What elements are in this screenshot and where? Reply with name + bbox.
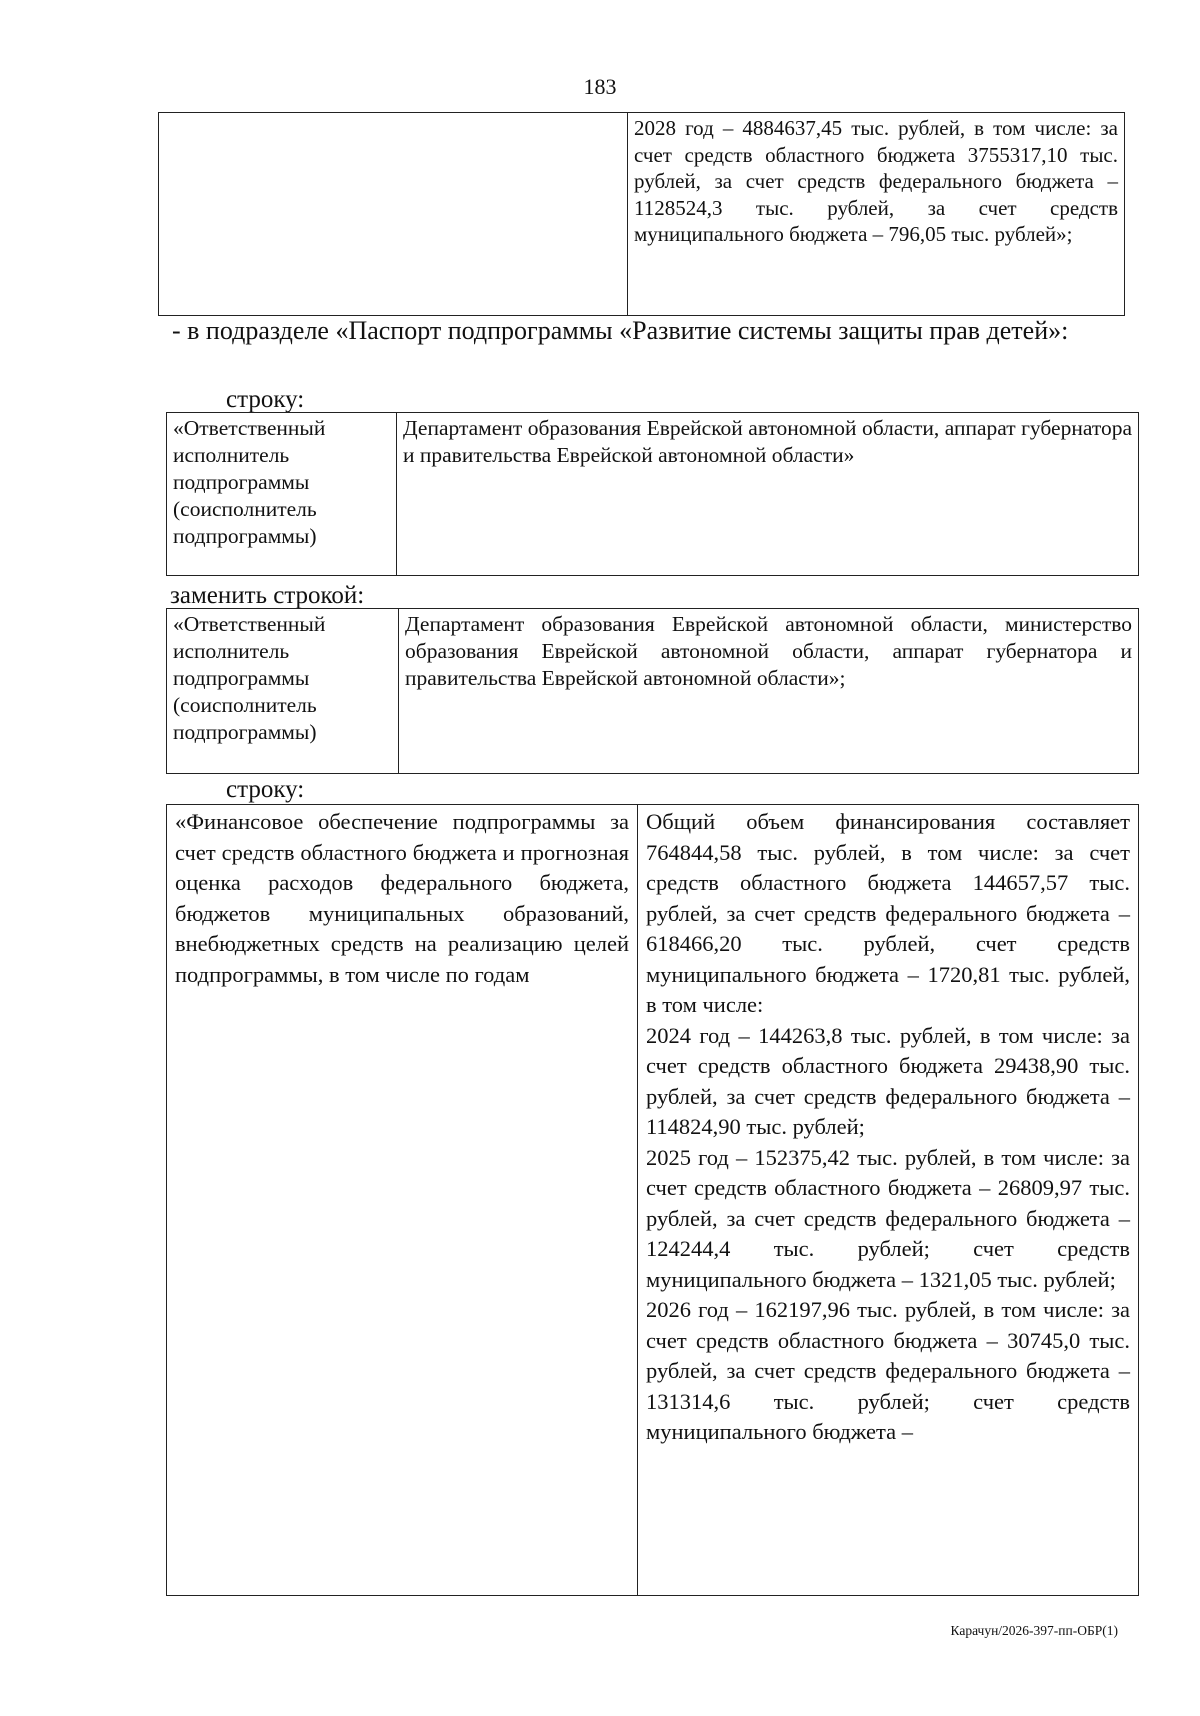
financing-2024: 2024 год – 144263,8 тыс. рублей, в том числе: за счет средств областного бюджета 29438,90 тыс. рублей, за счет средств федерального бюджета – 114824,90 тыс. рублей; bbox=[646, 1022, 1130, 1139]
financing-2026: 2026 год – 162197,96 тыс. рублей, в том числе: за счет средств областного бюджета – 30745,0 тыс. рублей, за счет средств федерального бюджета – 131314,6 тыс. рублей; счет средств муниципального бюджета – bbox=[646, 1297, 1130, 1444]
table-cell-label: «Ответственный исполнитель подпрограммы (соисполнитель подпрограммы) bbox=[167, 609, 399, 774]
label-stroku-1: строку: bbox=[226, 386, 305, 413]
table-cell-label: «Ответственный исполнитель подпрограммы (соисполнитель подпрограммы) bbox=[167, 413, 397, 576]
table-cell-value: Департамент образования Еврейской автономной области, министерство образования Еврейской автономной области, аппарат губернатора и правительства Еврейской автономной области»; bbox=[399, 609, 1139, 774]
table-row bbox=[167, 805, 1139, 1596]
table-row bbox=[159, 113, 1125, 316]
financing-2025: 2025 год – 152375,42 тыс. рублей, в том числе: за счет средств областного бюджета – 26809,97 тыс. рублей, за счет средств федерального бюджета – 124244,4 тыс. рублей; счет средств муниципального бюджета – 1321,05 тыс. рублей; bbox=[646, 1144, 1130, 1292]
table-cell-financing-details bbox=[638, 805, 1139, 1596]
table-row bbox=[167, 413, 1139, 576]
table-cell-2028-funding: 2028 год – 4884637,45 тыс. рублей, в том числе: за счет средств областного бюджета 3755317,10 тыс. рублей, за счет средств федерального бюджета – 1128524,3 тыс. рублей, за счет средств муниципального бюджета – 796,05 тыс. рублей»; bbox=[628, 113, 1125, 316]
table-responsible-old bbox=[166, 412, 1139, 576]
page-number: 183 bbox=[583, 74, 617, 99]
table-cell-value: Департамент образования Еврейской автономной области, аппарат губернатора и правительства Еврейской автономной области» bbox=[397, 413, 1139, 576]
subsection-paragraph bbox=[122, 314, 1082, 348]
financing-total: Общий объем финансирования составляет 764844,58 тыс. рублей, в том числе: за счет средств областного бюджета 144657,57 тыс. рублей, за счет средств федерального бюджета – 618466,20 тыс. рублей, счет средств муниципального бюджета – 1720,81 тыс. рублей, в том числе: bbox=[646, 809, 1130, 1017]
table-responsible-new bbox=[166, 608, 1139, 774]
table-row bbox=[167, 609, 1139, 774]
table-continuation bbox=[158, 112, 1125, 316]
table-financing bbox=[166, 804, 1139, 1596]
label-zamenit: заменить строкой: bbox=[170, 582, 365, 609]
document-signature: Карачун/2026-397-пп-ОБР(1) bbox=[950, 1623, 1118, 1638]
table-cell-empty bbox=[159, 113, 628, 316]
table-cell-label: «Финансовое обеспечение подпрограммы за счет средств областного бюджета и прогнозная оценка расходов федерального бюджета, бюджетов муниципальных образований, внебюджетных средств на реализацию целей подпрограммы, в том числе по годам bbox=[167, 805, 638, 1596]
subsection-paragraph-text: - в подразделе «Паспорт подпрограммы «Развитие системы защиты прав детей»: bbox=[172, 316, 1069, 345]
label-stroku-2: строку: bbox=[226, 776, 305, 803]
